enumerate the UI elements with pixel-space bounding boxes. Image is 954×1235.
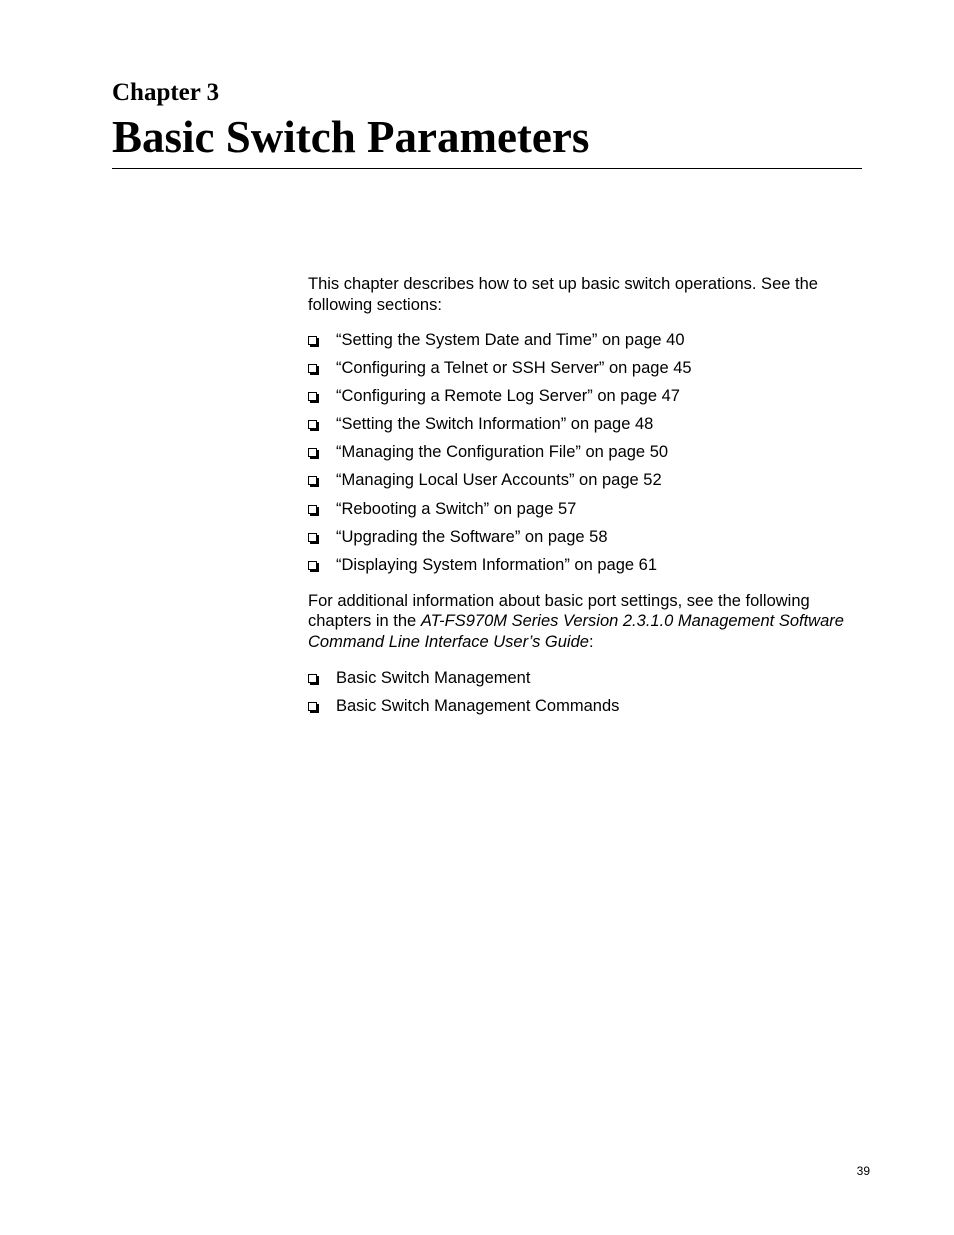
section-link[interactable]: “Setting the System Date and Time” on page 40 [336, 331, 685, 349]
section-link[interactable]: “Setting the Switch Information” on page 48 [336, 415, 654, 434]
checkbox-bullet-icon [308, 392, 317, 401]
checkbox-bullet-icon [308, 476, 317, 485]
guide-title: AT-FS970M Series Version 2.3.1.0 Management Software Command Line Interface User’s Guide [308, 612, 844, 651]
additional-info-prefix: For additional information about basic port settings, see the following chapters in the [308, 591, 810, 631]
chapter-body [308, 274, 874, 725]
section-link[interactable]: “Configuring a Telnet or SSH Server” on page 45 [336, 359, 692, 378]
checkbox-bullet-icon [308, 702, 317, 711]
section-list [308, 330, 874, 583]
section-link[interactable]: “Configuring a Remote Log Server” on page 47 [336, 387, 680, 406]
related-chapter-label: Basic Switch Management Commands [336, 697, 620, 716]
section-list-item[interactable] [308, 555, 874, 583]
checkbox-bullet-icon [308, 420, 317, 429]
chapter-label: Chapter 3 [112, 79, 220, 106]
section-list-item[interactable] [308, 386, 874, 414]
checkbox-bullet-icon [308, 336, 317, 345]
checkbox-bullet-icon [308, 674, 317, 683]
checkbox-bullet-icon [308, 561, 317, 570]
checkbox-bullet-icon [308, 448, 317, 457]
title-rule [112, 168, 862, 169]
related-chapter-label: Basic Switch Management [336, 669, 531, 688]
section-link[interactable]: “Rebooting a Switch” on page 57 [336, 499, 577, 518]
section-link[interactable]: “Managing the Configuration File” on page 50 [336, 443, 669, 462]
section-list-item[interactable] [308, 470, 874, 498]
section-list-item[interactable] [308, 527, 874, 555]
section-list-item[interactable] [308, 330, 874, 358]
section-link[interactable]: “Managing Local User Accounts” on page 52 [336, 471, 662, 490]
related-chapter-item [308, 696, 874, 724]
section-link[interactable]: “Displaying System Information” on page 61 [336, 555, 657, 574]
related-chapters-list [308, 668, 874, 724]
checkbox-bullet-icon [308, 505, 317, 514]
intro-paragraph: This chapter describes how to set up basic switch operations. See the following sections: [308, 275, 818, 314]
additional-info-paragraph [308, 591, 874, 653]
section-link[interactable]: “Upgrading the Software” on page 58 [336, 527, 608, 546]
section-list-item[interactable] [308, 499, 874, 527]
related-chapter-item [308, 668, 874, 696]
chapter-title: Basic Switch Parameters [112, 112, 590, 162]
section-list-item[interactable] [308, 414, 874, 442]
checkbox-bullet-icon [308, 364, 317, 373]
additional-info-suffix: : [588, 632, 594, 651]
section-list-item[interactable] [308, 358, 874, 386]
page-number: 39 [856, 1164, 870, 1178]
section-list-item[interactable] [308, 442, 874, 470]
checkbox-bullet-icon [308, 533, 317, 542]
